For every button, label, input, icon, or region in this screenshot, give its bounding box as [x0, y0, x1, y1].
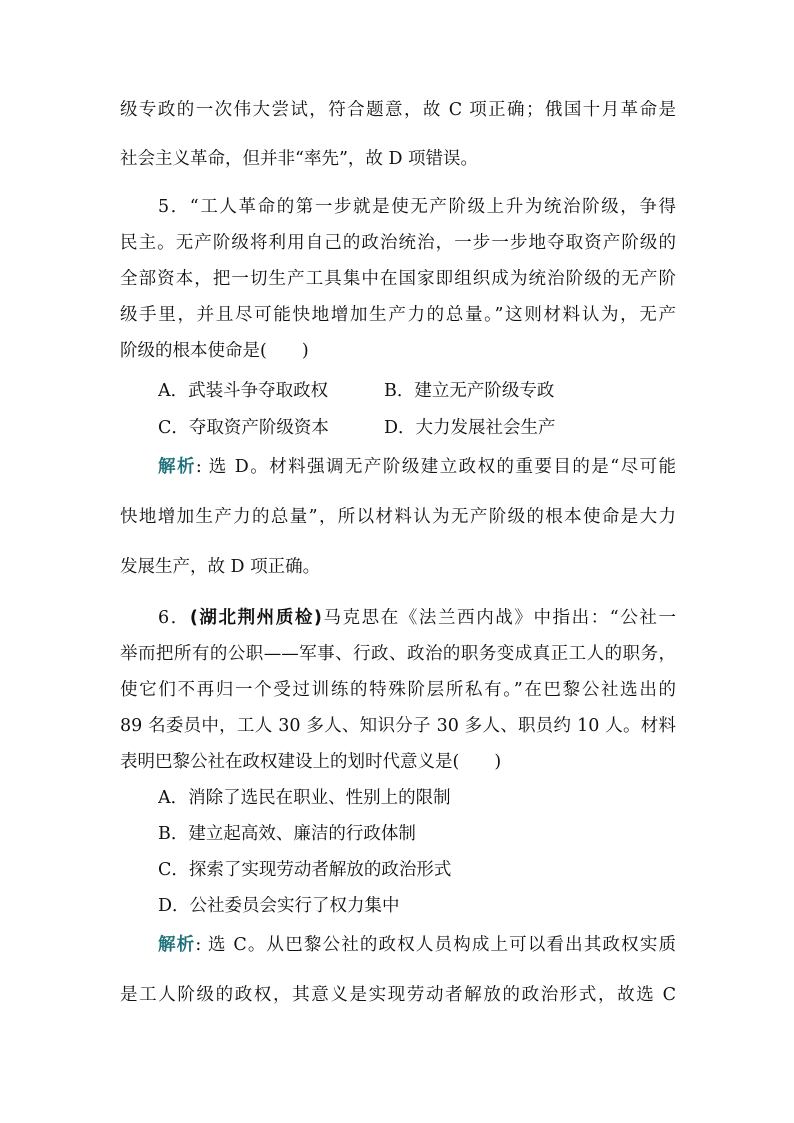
q5-option-d: D．大力发展社会生产 [384, 418, 556, 438]
q5-explanation-line-1 [158, 455, 676, 479]
q6-option-b: B．建立起高效、廉洁的行政体制 [158, 824, 416, 844]
q6-stem-line-2: 举而把所有的公职——军事、行政、政治的职务变成真正工人的职务， [120, 644, 676, 664]
q6-stem-line-1 [158, 606, 676, 630]
explanation-continued-line-1: 级专政的一次伟大尝试，符合题意，故 C 项正确；俄国十月革命是 [120, 100, 676, 120]
q5-stem-line-2: 民主。无产阶级将利用自己的政治统治，一步一步地夺取资产阶级的 [120, 233, 676, 253]
q6-source: (湖北荆州质检) [189, 608, 322, 628]
q6-explanation-line-1 [158, 933, 676, 957]
q5-option-a: A．武装斗争夺取政权 [158, 381, 329, 401]
q6-stem-line-3: 使它们不再归一个受过训练的特殊阶层所私有。”在巴黎公社选出的 [120, 680, 676, 700]
q5-stem-line-3: 全部资本，把一切生产工具集中在国家即组织成为统治阶级的无产阶 [120, 269, 676, 289]
q6-option-d: D．公社委员会实行了权力集中 [158, 896, 400, 916]
q5-explanation-line-3: 发展生产，故 D 项正确。 [120, 557, 321, 577]
q6-stem-line-4: 89 名委员中，工人 30 多人、知识分子 30 多人、职员约 10 人。材料 [120, 716, 676, 736]
q5-stem-line-5: 阶级的根本使命是( ) [120, 341, 309, 361]
q5-stem-line-4: 级手里，并且尽可能快地增加生产力的总量。”这则材料认为，无产 [120, 305, 676, 325]
q5-explanation-text-1: : 选 D。材料强调无产阶级建立政权的重要目的是“尽可能 [195, 457, 676, 477]
q5-option-b: B．建立无产阶级专政 [384, 381, 555, 401]
q6-explanation-label: 解析 [158, 935, 196, 955]
q6-explanation-line-2: 是工人阶级的政权，其意义是实现劳动者解放的政治形式，故选 C [120, 985, 676, 1005]
q6-option-c: C．探索了实现劳动者解放的政治形式 [158, 860, 452, 880]
q6-stem-text-1: 马克思在《法兰西内战》中指出：“公社一 [321, 608, 676, 628]
q5-stem-line-1: 5．“工人革命的第一步就是使无产阶级上升为统治阶级，争得 [158, 197, 676, 217]
q6-explanation-text-1: : 选 C。从巴黎公社的政权人员构成上可以看出其政权实质 [195, 935, 676, 955]
explanation-continued-line-2: 社会主义革命，但并非“率先”，故 D 项错误。 [120, 149, 479, 169]
q6-stem-line-5: 表明巴黎公社在政权建设上的划时代意义是( ) [120, 752, 502, 772]
q5-explanation-label: 解析 [158, 457, 196, 477]
q6-option-a: A．消除了选民在职业、性别上的限制 [158, 788, 451, 808]
q5-explanation-line-2: 快地增加生产力的总量”，所以材料认为无产阶级的根本使命是大力 [120, 507, 676, 527]
q6-number: 6． [158, 608, 190, 628]
q5-option-c: C．夺取资产阶级资本 [158, 418, 329, 438]
